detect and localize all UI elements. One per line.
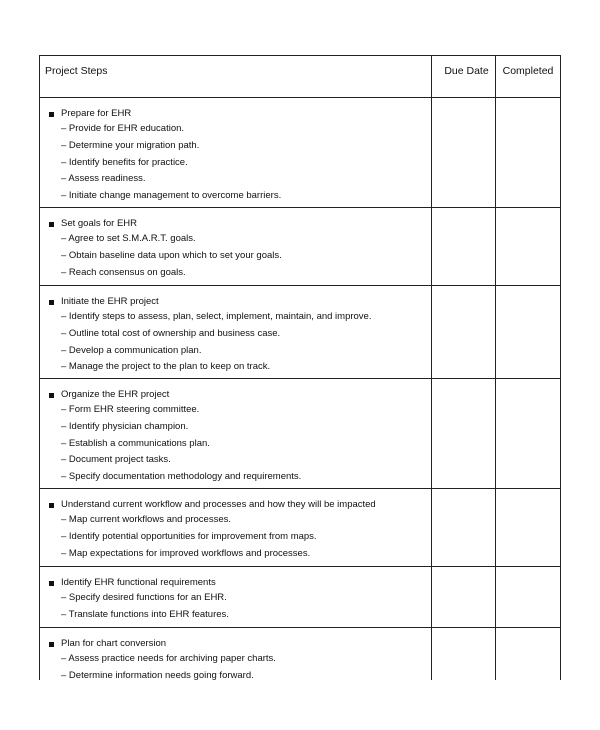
list-item: – Reach consensus on goals. — [61, 266, 186, 278]
square-bullet-icon — [49, 222, 54, 227]
list-item: – Assess readiness. — [61, 173, 146, 185]
group-title-text: Initiate the EHR project — [61, 296, 159, 307]
list-item: – Form EHR steering committee. — [61, 404, 200, 415]
table-header-row — [40, 56, 560, 98]
steps-cell — [40, 628, 432, 680]
list-item: – Obtain baseline data upon which to set your goals. — [61, 249, 282, 261]
completed-cell — [496, 567, 560, 627]
completed-cell — [496, 379, 560, 488]
project-steps-table — [39, 55, 561, 680]
header-due-date: Due Date — [432, 56, 496, 97]
group-title-text: Understand current workflow and processes and how they will be impacted — [61, 499, 376, 510]
list-item: – Establish a communications plan. — [61, 437, 210, 449]
list-item: – Map current workflows and processes. — [61, 514, 232, 525]
square-bullet-icon — [49, 112, 54, 117]
group-title-text: Prepare for EHR — [61, 108, 132, 119]
due-date-cell — [432, 286, 496, 378]
list-item: – Translate functions into EHR features. — [61, 608, 229, 620]
group-title — [40, 567, 431, 590]
table-row — [40, 98, 560, 208]
table-row — [40, 208, 560, 286]
list-item: – Identify physician champion. — [61, 420, 189, 432]
header-completed: Completed — [502, 65, 554, 77]
steps-cell — [40, 567, 432, 627]
square-bullet-icon — [49, 393, 54, 398]
due-date-cell — [432, 489, 496, 566]
table-row — [40, 567, 560, 628]
list-item: – Specify desired functions for an EHR. — [61, 592, 227, 603]
steps-cell — [40, 489, 432, 566]
header-project-steps: Project Steps — [40, 56, 432, 97]
due-date-cell — [432, 379, 496, 488]
list-item: – Assess practice needs for archiving paper charts. — [61, 653, 276, 664]
due-date-cell — [432, 567, 496, 627]
square-bullet-icon — [49, 581, 54, 586]
due-date-cell — [432, 98, 496, 207]
list-item: – Map expectations for improved workflows and processes. — [61, 547, 311, 559]
square-bullet-icon — [49, 642, 54, 647]
steps-cell — [40, 286, 432, 378]
completed-cell — [496, 208, 560, 285]
list-item: – Identify steps to assess, plan, select, implement, maintain, and improve. — [61, 311, 372, 322]
completed-cell — [496, 286, 560, 378]
list-item: – Initiate change management to overcome barriers. — [61, 190, 282, 202]
list-item: – Identify benefits for practice. — [61, 156, 188, 168]
list-item: – Manage the project to the plan to keep on track. — [61, 361, 271, 373]
list-item: – Specify documentation methodology and requirements. — [61, 471, 302, 483]
group-title — [40, 208, 431, 231]
list-item: – Document project tasks. — [61, 454, 171, 466]
group-title-text: Identify EHR functional requirements — [61, 577, 216, 588]
table-row — [40, 628, 560, 680]
steps-cell — [40, 208, 432, 285]
group-title — [40, 489, 431, 512]
table-row — [40, 286, 560, 379]
completed-cell — [496, 98, 560, 207]
due-date-cell — [432, 208, 496, 285]
due-date-cell — [432, 628, 496, 680]
group-title-text: Set goals for EHR — [61, 218, 138, 229]
list-item: – Develop a communication plan. — [61, 344, 202, 356]
list-item: – Outline total cost of ownership and business case. — [61, 327, 281, 339]
square-bullet-icon — [49, 300, 54, 305]
square-bullet-icon — [49, 503, 54, 508]
group-title-text: Organize the EHR project — [61, 389, 170, 400]
table-row — [40, 379, 560, 489]
group-title — [40, 98, 431, 121]
completed-cell — [496, 628, 560, 680]
steps-cell — [40, 379, 432, 488]
list-item: – Determine your migration path. — [61, 139, 200, 151]
group-title-text: Plan for chart conversion — [61, 638, 167, 649]
completed-cell — [496, 489, 560, 566]
steps-cell — [40, 98, 432, 207]
list-item: – Provide for EHR education. — [61, 123, 185, 134]
list-item: – Identify potential opportunities for improvement from maps. — [61, 530, 317, 542]
group-title — [40, 286, 431, 309]
list-item: – Agree to set S.M.A.R.T. goals. — [61, 233, 196, 244]
group-title — [40, 379, 431, 402]
table-row — [40, 489, 560, 567]
list-item: – Determine information needs going forward. — [61, 669, 254, 680]
group-title — [40, 628, 431, 651]
